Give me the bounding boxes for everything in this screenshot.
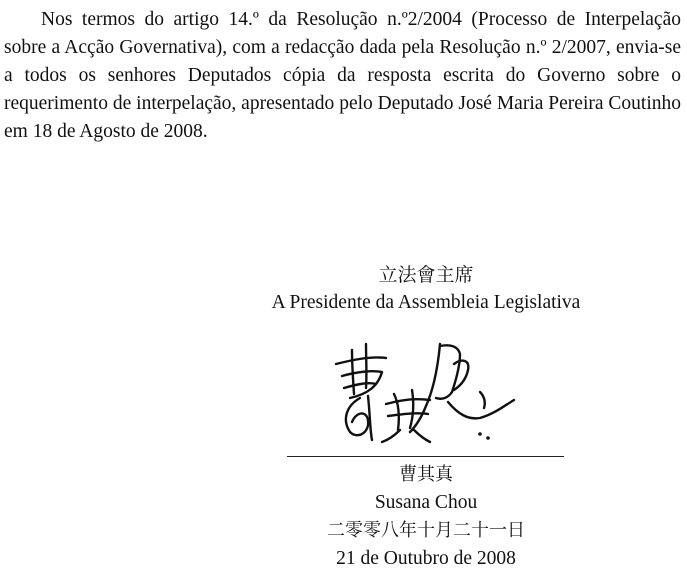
handwritten-signature <box>330 336 520 448</box>
date-chinese: 二零零八年十月二十一日 <box>327 520 525 541</box>
body-paragraph: Nos termos do artigo 14.º da Resolução n.º2/2004 (Processo de Interpelação sobre a Acção Governativa), com a redacção dada pela Resolução n.º 2/2007, envia-se a todos os senhores Deputados cópia da resposta escrita do Governo sobre o requerimento de interpelação, apresentado pelo Deputado José Maria Pereira Coutinho em 18 de Agosto de 2008. <box>4 9 681 142</box>
president-title-chinese: 立法會主席 <box>378 264 474 286</box>
date: 21 de Outubro de 2008 <box>336 548 516 569</box>
signature-line <box>287 456 564 457</box>
president-title-portuguese: A Presidente da Assembleia Legislativa <box>271 292 581 313</box>
signatory-name-chinese: 曹其真 <box>399 464 453 485</box>
signatory-name: Susana Chou <box>374 492 478 513</box>
